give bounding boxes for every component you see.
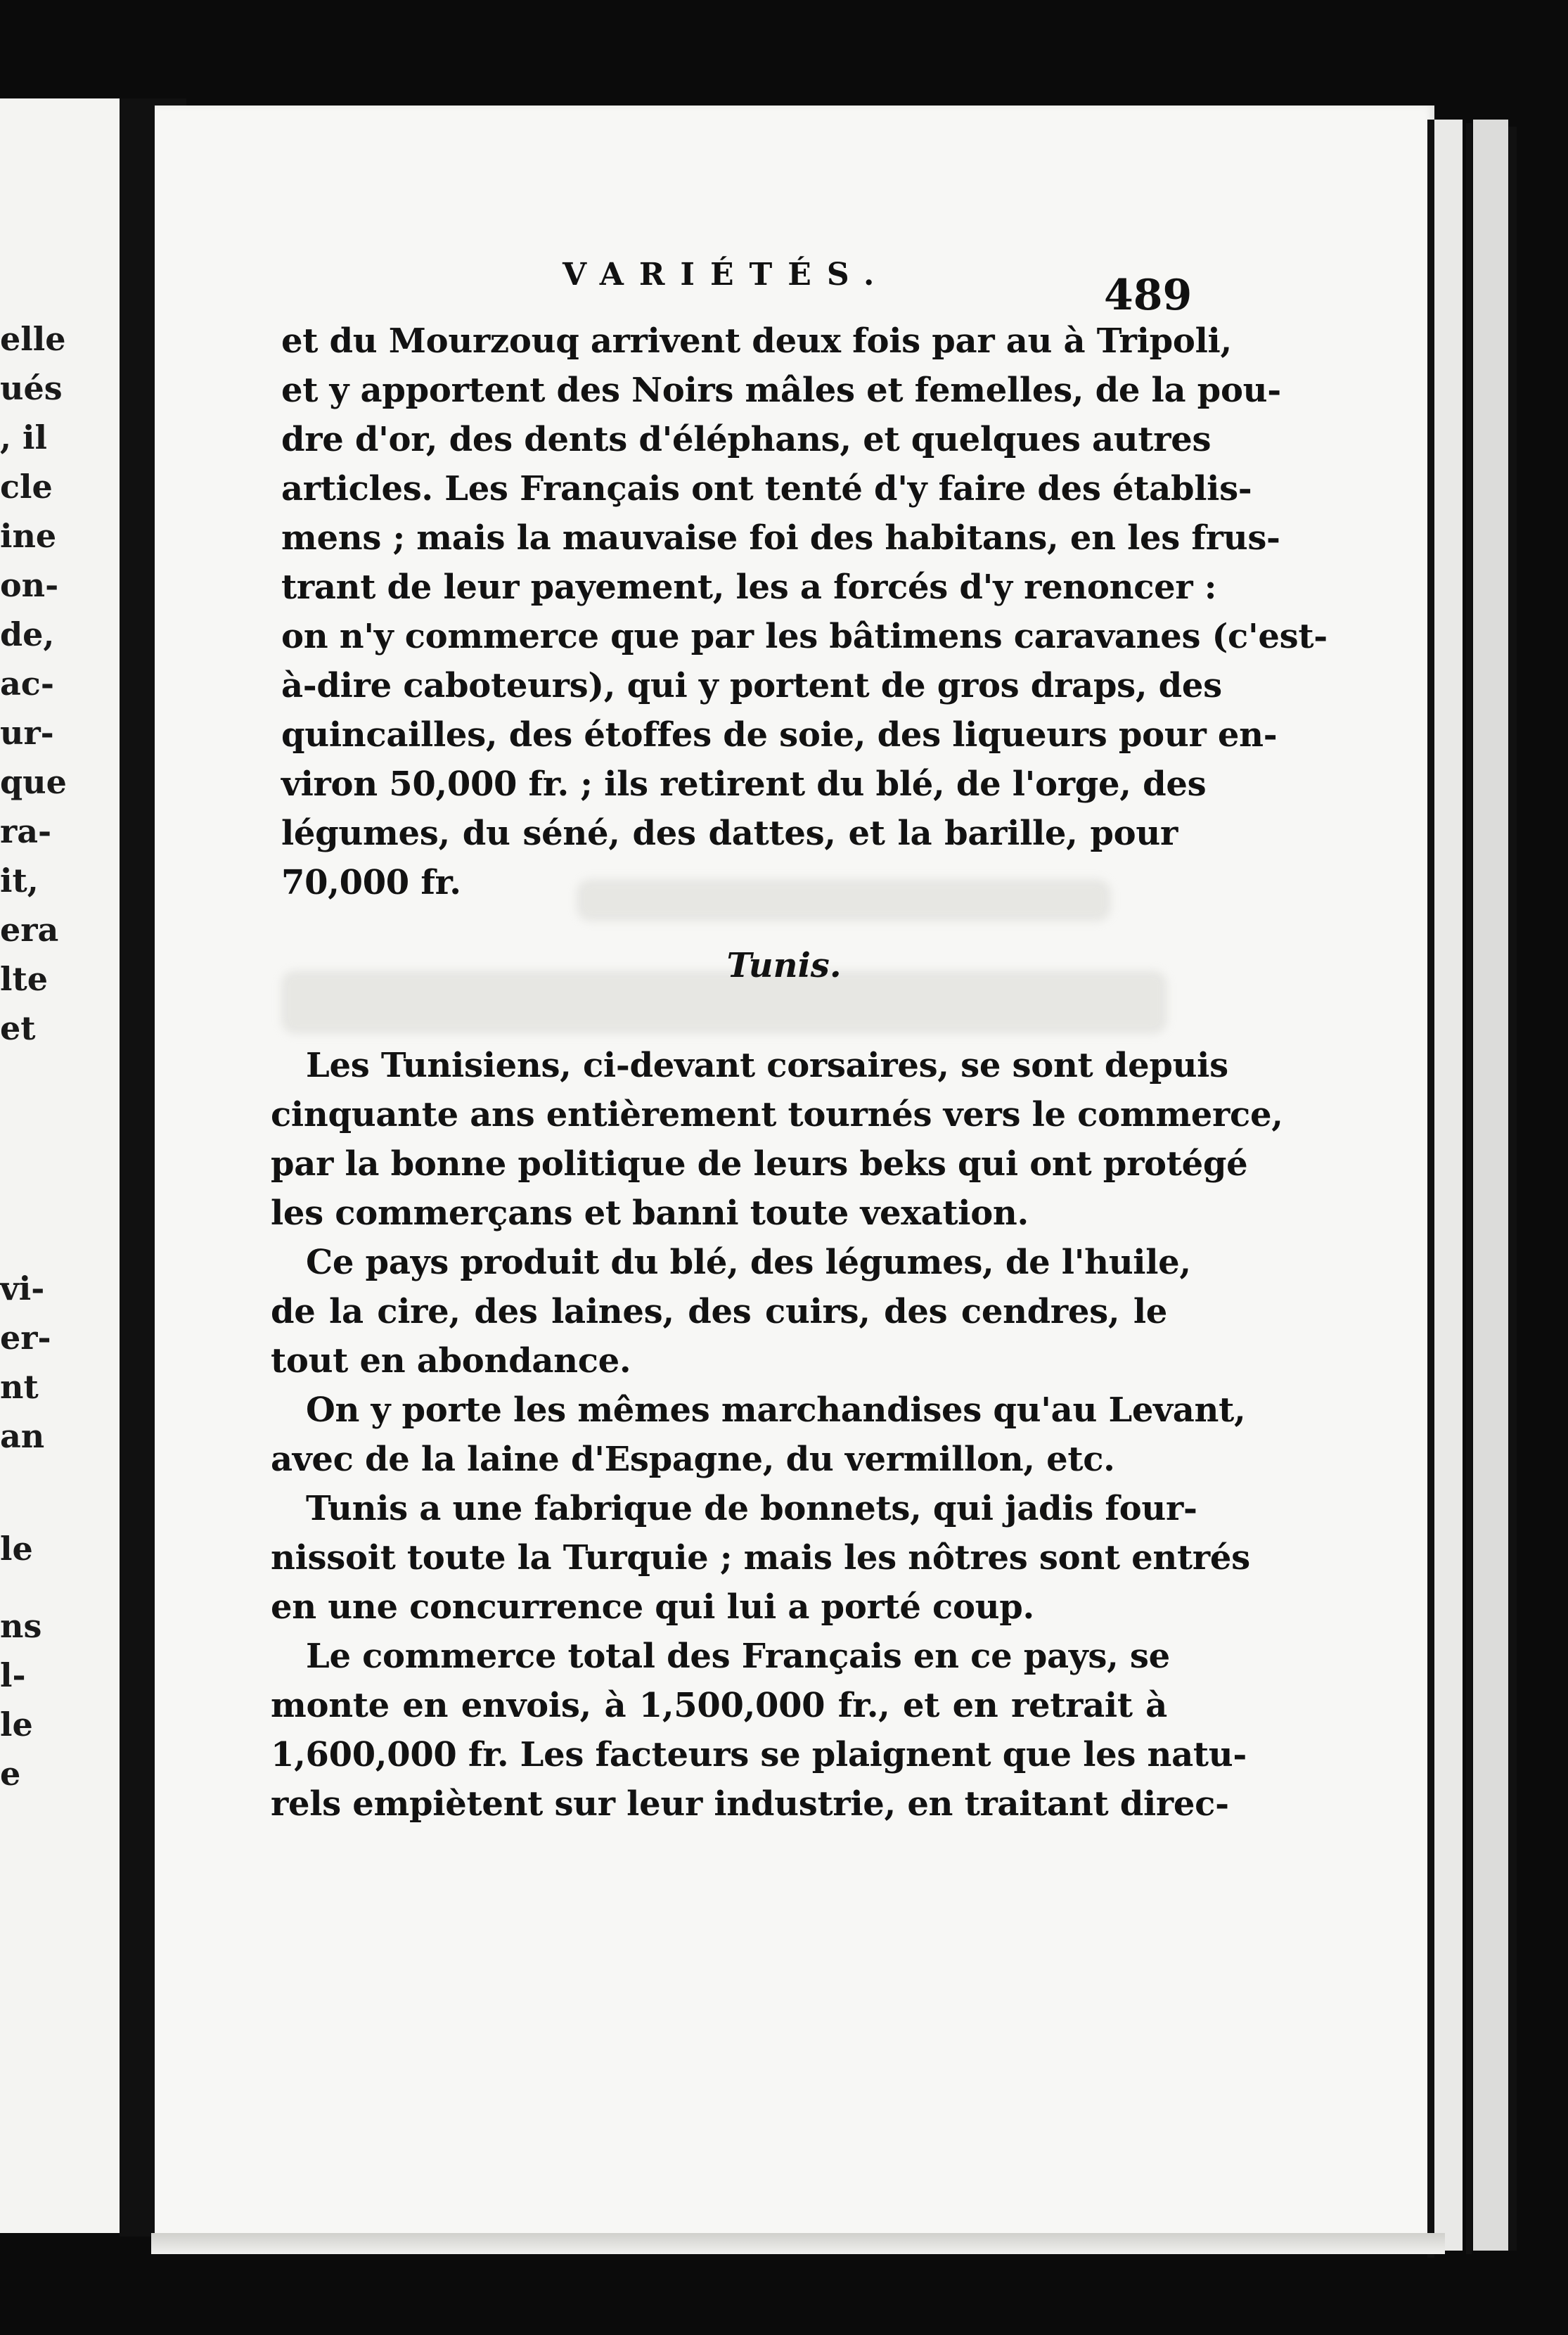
left-page-fragment: it, [0, 862, 39, 900]
page-edge-strip [1473, 120, 1508, 2251]
text-line: rels empiètent sur leur industrie, en traitant direc- [271, 1784, 1229, 1824]
page-edge-line [1427, 120, 1434, 2258]
left-page-fragment: on- [0, 566, 59, 604]
page-bottom-shadow [151, 2233, 1445, 2254]
left-page-fragment: cle [0, 468, 53, 506]
text-line: 1,600,000 fr. Les facteurs se plaignent que les natu- [271, 1735, 1247, 1774]
text-line: de la cire, des laines, des cuirs, des cendres, le [271, 1292, 1167, 1331]
page-edge-line [1508, 127, 1517, 2251]
text-line: monte en envois, à 1,500,000 fr., et en retrait à [271, 1686, 1167, 1725]
left-page-fragment: elle [0, 320, 66, 358]
text-line: viron 50,000 fr. ; ils retirent du blé, de l'orge, des [281, 765, 1207, 804]
text-line: tout en abondance. [271, 1341, 631, 1381]
left-page-fragment: ués [0, 369, 63, 407]
left-page-fragment: er- [0, 1319, 51, 1357]
left-page-fragment: que [0, 763, 67, 801]
left-page-fragment: ine [0, 517, 57, 555]
text-line: articles. Les Français ont tenté d'y faire des établis- [281, 469, 1252, 508]
text-line: cinquante ans entièrement tournés vers le commerce, [271, 1095, 1283, 1134]
text-line: quincailles, des étoffes de soie, des liqueurs pour en- [281, 715, 1278, 755]
left-page-fragment: an [0, 1417, 45, 1455]
left-page-fragment: et [0, 1009, 36, 1047]
left-page-fragment: le [0, 1530, 33, 1568]
text-line: légumes, du séné, des dattes, et la barille, pour [281, 814, 1178, 853]
text-line: on n'y commerce que par les bâtimens caravanes (c'est- [281, 617, 1328, 656]
running-head: VARIÉTÉS. [563, 257, 890, 293]
text-line: en une concurrence qui lui a porté coup. [271, 1587, 1034, 1627]
left-page-fragment: ac- [0, 665, 54, 703]
text-line: trant de leur payement, les a forcés d'y renoncer : [281, 568, 1217, 607]
text-line: Ce pays produit du blé, des légumes, de l'huile, [306, 1243, 1191, 1282]
text-line: et du Mourzouq arrivent deux fois par au à Tripoli, [281, 321, 1232, 361]
text-line: par la bonne politique de leurs beks qui ont protégé [271, 1144, 1248, 1184]
text-line: 70,000 fr. [281, 863, 461, 902]
text-block-tunis [271, 1041, 1283, 1829]
text-line: Tunis a une fabrique de bonnets, qui jadis four- [306, 1489, 1197, 1528]
text-line: Le commerce total des Français en ce pays, se [306, 1637, 1170, 1676]
left-page-fragment: lte [0, 960, 48, 998]
left-page-fragment: , il [0, 418, 47, 456]
left-page-fragment: vi- [0, 1269, 45, 1307]
left-page-fragment: ur- [0, 714, 54, 752]
left-page-fragment: de, [0, 615, 55, 653]
left-page-fragment: era [0, 911, 59, 949]
text-line: les commerçans et banni toute vexation. [271, 1194, 1029, 1233]
left-page-fragment: ra- [0, 812, 52, 850]
page-edge-line [1466, 123, 1472, 2254]
left-page-fragment: e [0, 1755, 21, 1793]
left-page-fragment: l- [0, 1656, 26, 1694]
text-line: et y apportent des Noirs mâles et femelles, de la pou- [281, 371, 1281, 410]
section-title: Tunis. [726, 946, 842, 985]
left-page-fragment: ns [0, 1607, 42, 1645]
page-number: 489 [1104, 271, 1193, 320]
text-line: à-dire caboteurs), qui y portent de gros draps, des [281, 666, 1222, 705]
text-line: dre d'or, des dents d'éléphans, et quelques autres [281, 420, 1212, 459]
left-page-fragment: le [0, 1706, 33, 1744]
page-edge-strip [1434, 120, 1463, 2251]
text-block-tripoli [281, 316, 1328, 907]
text-line: nissoit toute la Turquie ; mais les nôtres sont entrés [271, 1538, 1250, 1578]
text-line: mens ; mais la mauvaise foi des habitans, en les frus- [281, 518, 1280, 558]
text-line: Les Tunisiens, ci-devant corsaires, se sont depuis [306, 1046, 1228, 1085]
left-page-fragment: nt [0, 1368, 39, 1406]
text-line: On y porte les mêmes marchandises qu'au Levant, [306, 1390, 1246, 1430]
text-line: avec de la laine d'Espagne, du vermillon, etc. [271, 1440, 1115, 1479]
